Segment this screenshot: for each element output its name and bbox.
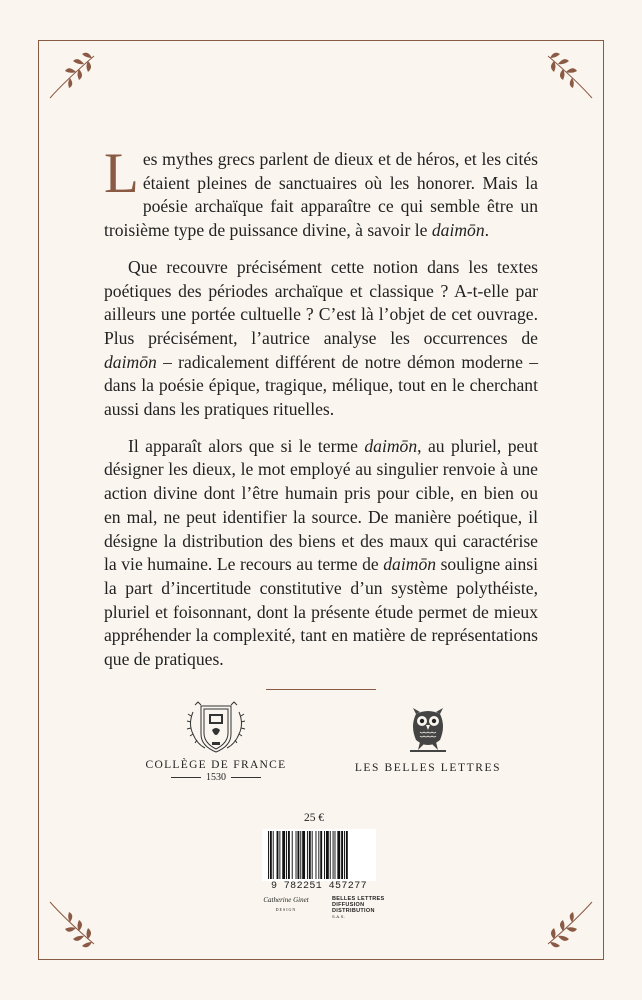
back-cover-text [104, 142, 538, 685]
term-daimon: daimōn [364, 435, 418, 456]
price: 25 € [304, 812, 325, 824]
laurel-corner-icon [48, 50, 98, 100]
owl-icon [406, 706, 450, 752]
cover-designer-signature: Catherine Ginet DESIGN [263, 896, 309, 912]
isbn: 9 782251 457277 [270, 881, 367, 892]
laurel-corner-icon [544, 900, 594, 950]
drop-cap: L [104, 142, 139, 205]
college-de-france-name: COLLÈGE DE FRANCE [145, 759, 287, 771]
laurel-corner-icon [544, 50, 594, 100]
college-de-france-logo [140, 700, 292, 783]
term-daimon: daimōn [104, 351, 157, 372]
college-de-france-year: 1530 [140, 772, 292, 783]
paragraph-1: Les mythes grecs parlent de dieux et de héros, et les cités étaient pleines de sanctuaires où les honorer. Mais la poésie archaïque fait apparaître ce qui semble être un troisième type de puissance divine, à savoir le daimōn. [104, 142, 538, 241]
distribution-label: BELLES LETTRES DIFFUSION DISTRIBUTION S.A.S. [332, 896, 385, 919]
belles-lettres-logo [348, 706, 508, 774]
term-daimon: daimōn [383, 554, 437, 575]
college-de-france-crest-icon [185, 700, 247, 756]
belles-lettres-name: LES BELLES LETTRES [354, 762, 502, 774]
laurel-corner-icon [48, 900, 98, 950]
paragraph-3: Il apparaît alors que si le terme daimōn, au pluriel, peut désigner les dieux, le mot employé au singulier renvoie à une action divine dont l’être humain pris pour cible, en bien ou en mal, ne peut identifier la source. De manière poétique, il désigne la distribution des biens et des maux qui caractérise la vie humaine. Le recours au terme de daimōn souligne ainsi la part d’incertitude constitutive d’un système polythéiste, pluriel et foisonnant, dont la présente étude permet de mieux appréhender la complexité, tant en matière de représentations que de pratiques. [104, 435, 538, 670]
paragraph-2: Que recouvre précisément cette notion dans les textes poétiques des périodes archaïque et classique ? A-t-elle par ailleurs une portée cultuelle ? C’est là l’objet de cet ouvrage. Plus précisément, l’autrice analyse les occurrences de daimōn – radicalement différent de notre démon moderne – dans la poésie épique, tragique, mélique, tout en le cherchant aussi dans les pratiques rituelles. [104, 256, 538, 420]
divider [266, 689, 376, 690]
term-daimon: daimōn [431, 220, 485, 241]
barcode-icon [262, 829, 376, 881]
